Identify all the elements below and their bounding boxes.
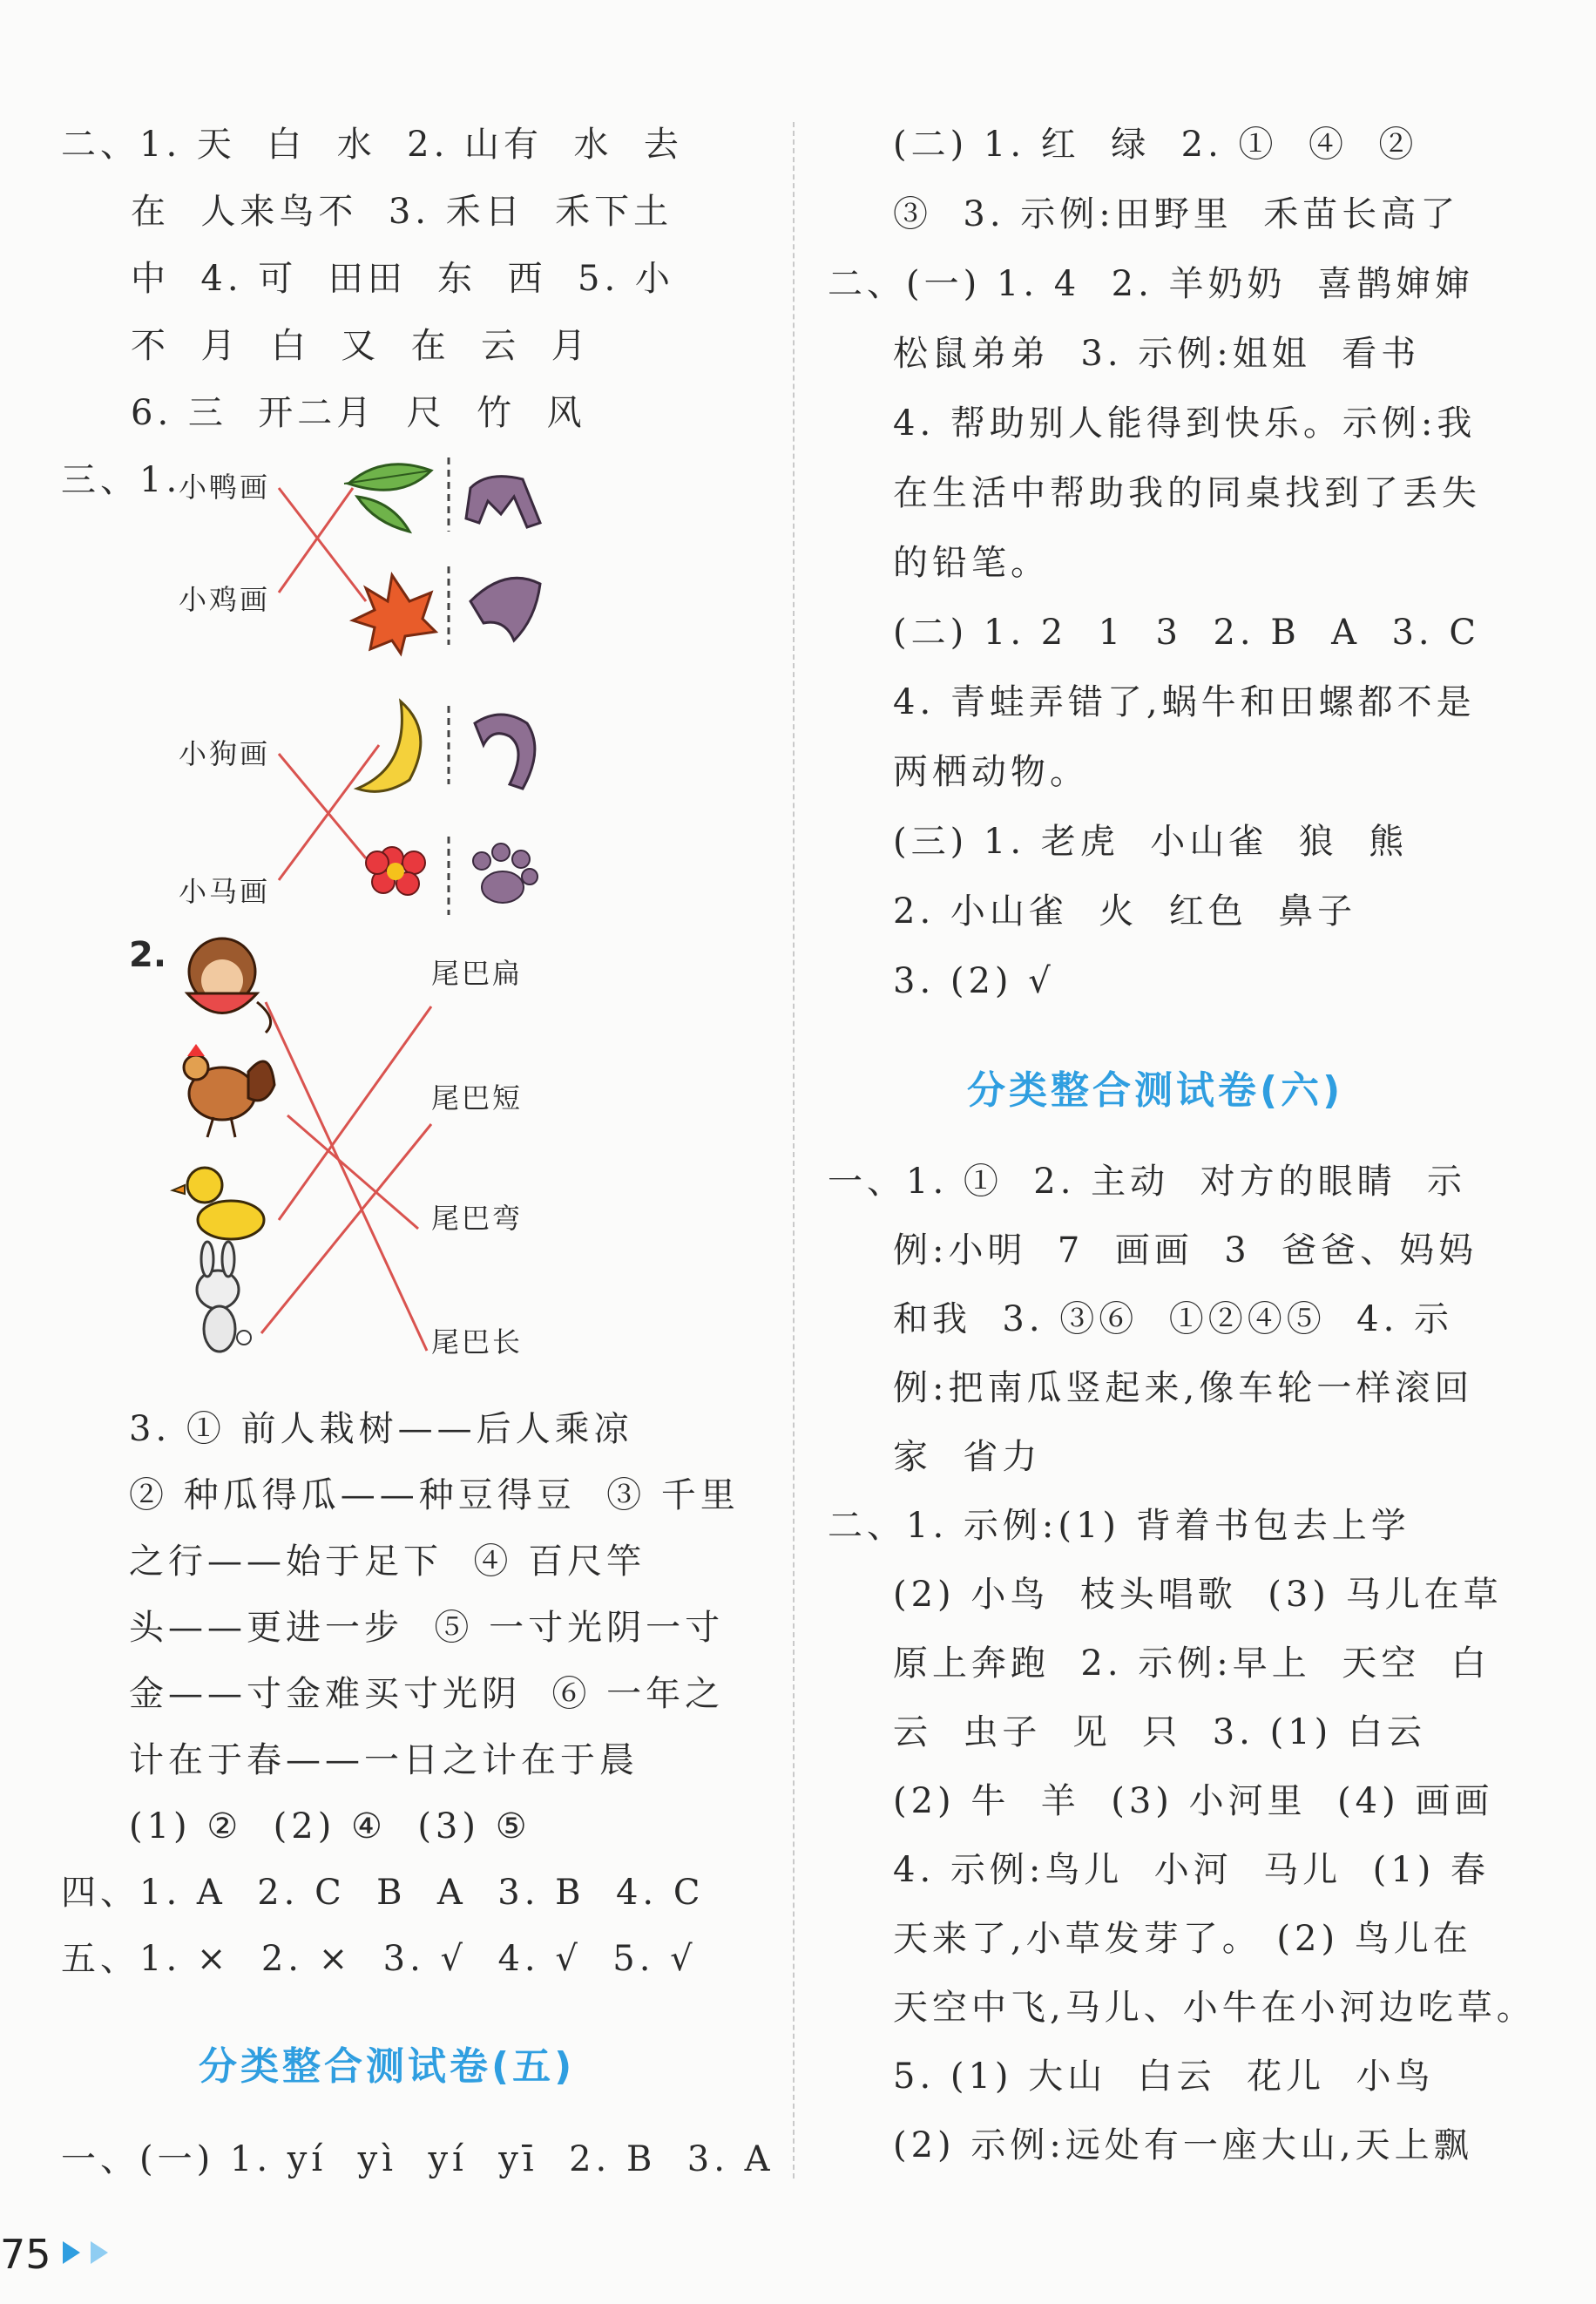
answer-line: ② 种瓜得瓜——种豆得豆 ③ 千里	[129, 1475, 740, 1515]
answer-line: 金——寸金难买寸光阴 ⑥ 一年之	[129, 1674, 725, 1714]
flower-icon	[366, 847, 425, 895]
section-title: 分类整合测试卷(六)	[967, 1068, 1344, 1113]
bamboo-print-icon	[466, 477, 540, 527]
match-label-left: 小狗画	[179, 737, 271, 770]
section-title: 分类整合测试卷(五)	[199, 2044, 576, 2089]
rooster-icon	[184, 1044, 274, 1137]
answer-line: 天空中飞,马儿、小牛在小河边吃草。	[893, 1988, 1536, 2028]
paw-print-icon	[473, 844, 538, 903]
match-label-left: 小鸭画	[179, 471, 271, 504]
match-label-right: 尾巴长	[431, 1325, 524, 1359]
match-label-right: 尾巴短	[431, 1081, 524, 1115]
answer-line: 之行——始于足下 ④ 百尺竿	[129, 1542, 646, 1582]
answer-line: 4. 帮助别人能得到快乐。示例:我	[893, 403, 1477, 444]
rabbit-icon	[197, 1242, 251, 1352]
answer-line: ③ 3. 示例:田野里 禾苗长高了	[893, 194, 1460, 234]
answer-line: (三) 1. 老虎 小山雀 狼 熊	[893, 822, 1409, 862]
answer-line: (1) ② (2) ④ (3) ⑤	[129, 1806, 531, 1847]
answer-line: 两栖动物。	[893, 752, 1089, 792]
answer-line: 二、(一) 1. 4 2. 羊奶奶 喜鹊婶婶	[828, 264, 1474, 304]
answer-line: 头——更进一步 ⑤ 一寸光阴一寸	[129, 1608, 725, 1648]
match-label-right: 尾巴扁	[431, 957, 524, 990]
page-number: 75	[0, 2231, 51, 2278]
answer-line: 3. (2) √	[893, 961, 1055, 1001]
answer-line: 在生活中帮助我的同桌找到了丢失	[893, 473, 1481, 513]
answer-line: 天来了,小草发芽了。 (2) 鸟儿在	[893, 1919, 1472, 1959]
match-label-left: 小马画	[179, 875, 271, 908]
question-number: 2.	[129, 935, 167, 975]
answer-line: 二、1. 示例:(1) 背着书包去上学	[828, 1506, 1410, 1546]
answer-line: (二) 1. 2 1 3 2. B A 3. C	[893, 613, 1480, 653]
answer-line: 中 4. 可 田田 东 西 5. 小	[131, 259, 674, 299]
match-label-right: 尾巴弯	[431, 1202, 524, 1235]
bamboo-leaf-icon	[344, 464, 431, 532]
answer-line: 二、1. 天 白 水 2. 山有 水 去	[61, 125, 683, 165]
answer-line: (2) 小鸟 枝头唱歌 (3) 马儿在草	[893, 1575, 1503, 1615]
answer-line: 一、(一) 1. yí yì yí yī 2. B 3. A	[61, 2139, 774, 2179]
answer-line: 例:小明 7 画画 3 爸爸、妈妈	[893, 1230, 1478, 1271]
moon-icon	[357, 701, 421, 791]
answer-line: 不 月 白 又 在 云 月	[131, 326, 591, 366]
hoof-print-icon	[475, 715, 535, 789]
answer-line: 4. 青蛙弄错了,蜗牛和田螺都不是	[893, 682, 1476, 722]
answer-line: 松鼠弟弟 3. 示例:姐姐 看书	[893, 334, 1421, 374]
duck-icon	[172, 1168, 264, 1239]
answer-line: 计在于春——一日之计在于晨	[129, 1740, 639, 1780]
answer-line: 一、1. ① 2. 主动 对方的眼睛 示	[828, 1162, 1467, 1202]
maple-leaf-icon	[353, 575, 436, 654]
maple-print-icon	[470, 578, 540, 640]
answer-line: (2) 牛 羊 (3) 小河里 (4) 画画	[893, 1781, 1494, 1821]
answer-line: 云 虫子 见 只 3. (1) 白云	[893, 1712, 1426, 1752]
answer-line: (二) 1. 红 绿 2. ① ④ ②	[893, 125, 1418, 165]
answer-line: 家 省力	[893, 1437, 1042, 1477]
arrow-icon	[91, 2241, 108, 2264]
answer-line: 和我 3. ③⑥ ①②④⑤ 4. 示	[893, 1299, 1454, 1339]
arrow-icon	[63, 2241, 80, 2264]
answer-line: 在 人来鸟不 3. 禾日 禾下土	[131, 192, 673, 232]
answer-line: 4. 示例:鸟儿 小河 马儿 (1) 春	[893, 1850, 1491, 1890]
answer-line: 5. (1) 大山 白云 花儿 小鸟	[893, 2057, 1435, 2097]
answer-line: 6. 三 开二月 尺 竹 风	[131, 393, 586, 433]
answer-line: 原上奔跑 2. 示例:早上 天空 白	[893, 1643, 1491, 1684]
column-divider	[793, 122, 795, 2179]
answer-line: (2) 示例:远处有一座大山,天上飘	[893, 2125, 1473, 2165]
answer-line: 的铅笔。	[893, 543, 1050, 583]
match-label-left: 小鸡画	[179, 583, 271, 616]
monkey-icon	[187, 939, 271, 1033]
answer-line: 五、1. × 2. × 3. √ 4. √ 5. √	[61, 1939, 697, 1979]
answer-line: 2. 小山雀 火 红色 鼻子	[893, 891, 1357, 932]
answer-line: 3. ① 前人栽树——后人乘凉	[129, 1409, 633, 1449]
section-label: 三、1.	[61, 460, 182, 500]
answer-line: 例:把南瓜竖起来,像车轮一样滚回	[893, 1368, 1474, 1408]
answer-line: 四、1. A 2. C B A 3. B 4. C	[61, 1873, 705, 1913]
